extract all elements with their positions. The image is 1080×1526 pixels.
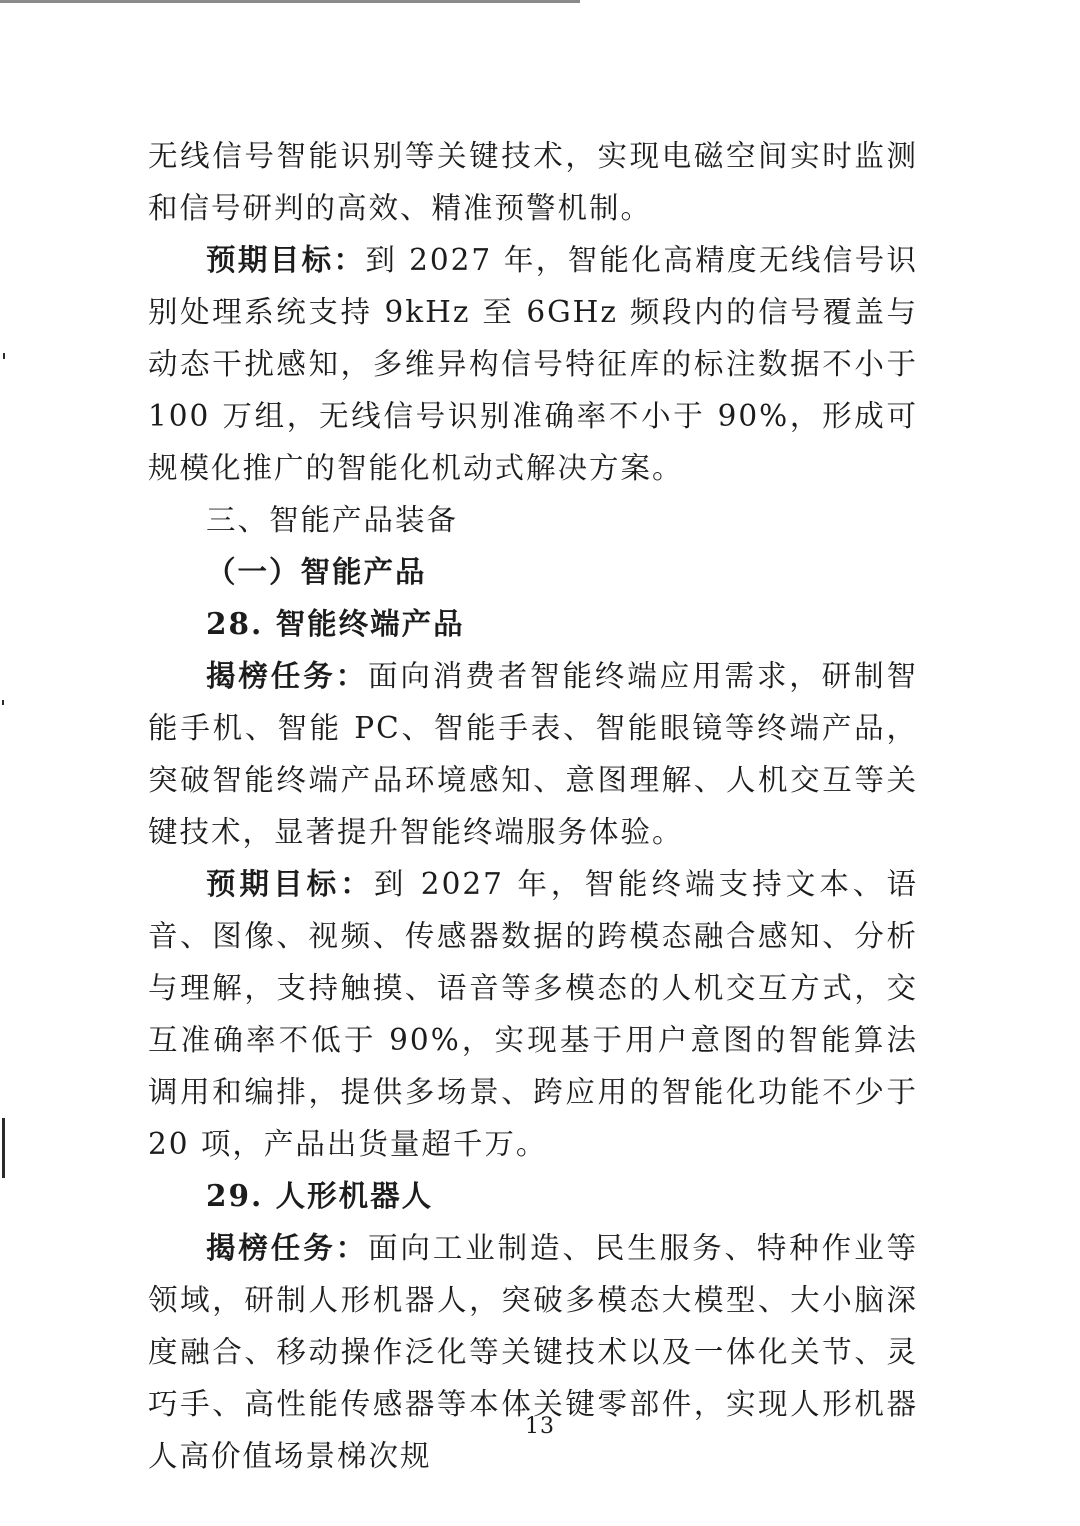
label-task: 揭榜任务：	[206, 1230, 369, 1265]
paragraph-continuation	[148, 130, 918, 234]
item-28-task	[148, 650, 918, 858]
scan-edge-mark	[2, 700, 4, 705]
paragraph-expected-goal	[148, 234, 918, 494]
scan-edge-mark	[2, 1118, 5, 1178]
label-task: 揭榜任务：	[206, 658, 369, 693]
item-29-task	[148, 1222, 918, 1482]
section-heading: 三、智能产品装备	[206, 503, 459, 537]
paragraph-text: 面向工业制造、民生服务、特种作业等领域，研制人形机器人，突破多模态大模型、大小脑深度融合、移动操作泛化等关键技术以及一体化关节、灵巧手、高性能传感器等本体关键零部件，实现人形机器人高价值场景梯次规	[148, 1231, 918, 1473]
label-expected-goal: 预期目标：	[206, 242, 366, 277]
item-28-goal	[148, 858, 918, 1170]
item-29-title: 29. 人形机器人	[206, 1178, 434, 1213]
page-number: 13	[525, 1414, 555, 1439]
paragraph-text: 面向消费者智能终端应用需求，研制智能手机、智能 PC、智能手表、智能眼镜等终端产品，突破智能终端产品环境感知、意图理解、人机交互等关键技术，显著提升智能终端服务体验。	[148, 659, 918, 849]
paragraph-text: 无线信号智能识别等关键技术，实现电磁空间实时监测和信号研判的高效、精准预警机制。	[148, 139, 918, 225]
paragraph-text: 到 2027 年，智能终端支持文本、语音、图像、视频、传感器数据的跨模态融合感知、分析与理解，支持触摸、语音等多模态的人机交互方式，交互准确率不低于 90%，实现基于用户意图的智能算法调用和编排，提供多场景、跨应用的智能化功能不少于 20 项，产品出货量超千万。	[148, 867, 918, 1161]
paragraph-text: 到 2027 年，智能化高精度无线信号识别处理系统支持 9kHz 至 6GHz 频段内的信号覆盖与动态干扰感知，多维异构信号特征库的标注数据不小于 100 万组，无线信号识别准确率不小于 90%，形成可规模化推广的智能化机动式解决方案。	[148, 243, 918, 485]
document-body	[148, 130, 918, 1482]
subsection-heading: （一）智能产品	[206, 554, 427, 589]
label-expected-goal: 预期目标：	[206, 866, 374, 901]
item-28-title: 28. 智能终端产品	[206, 606, 465, 641]
scan-edge-line	[0, 0, 580, 3]
scan-edge-mark	[3, 353, 5, 359]
